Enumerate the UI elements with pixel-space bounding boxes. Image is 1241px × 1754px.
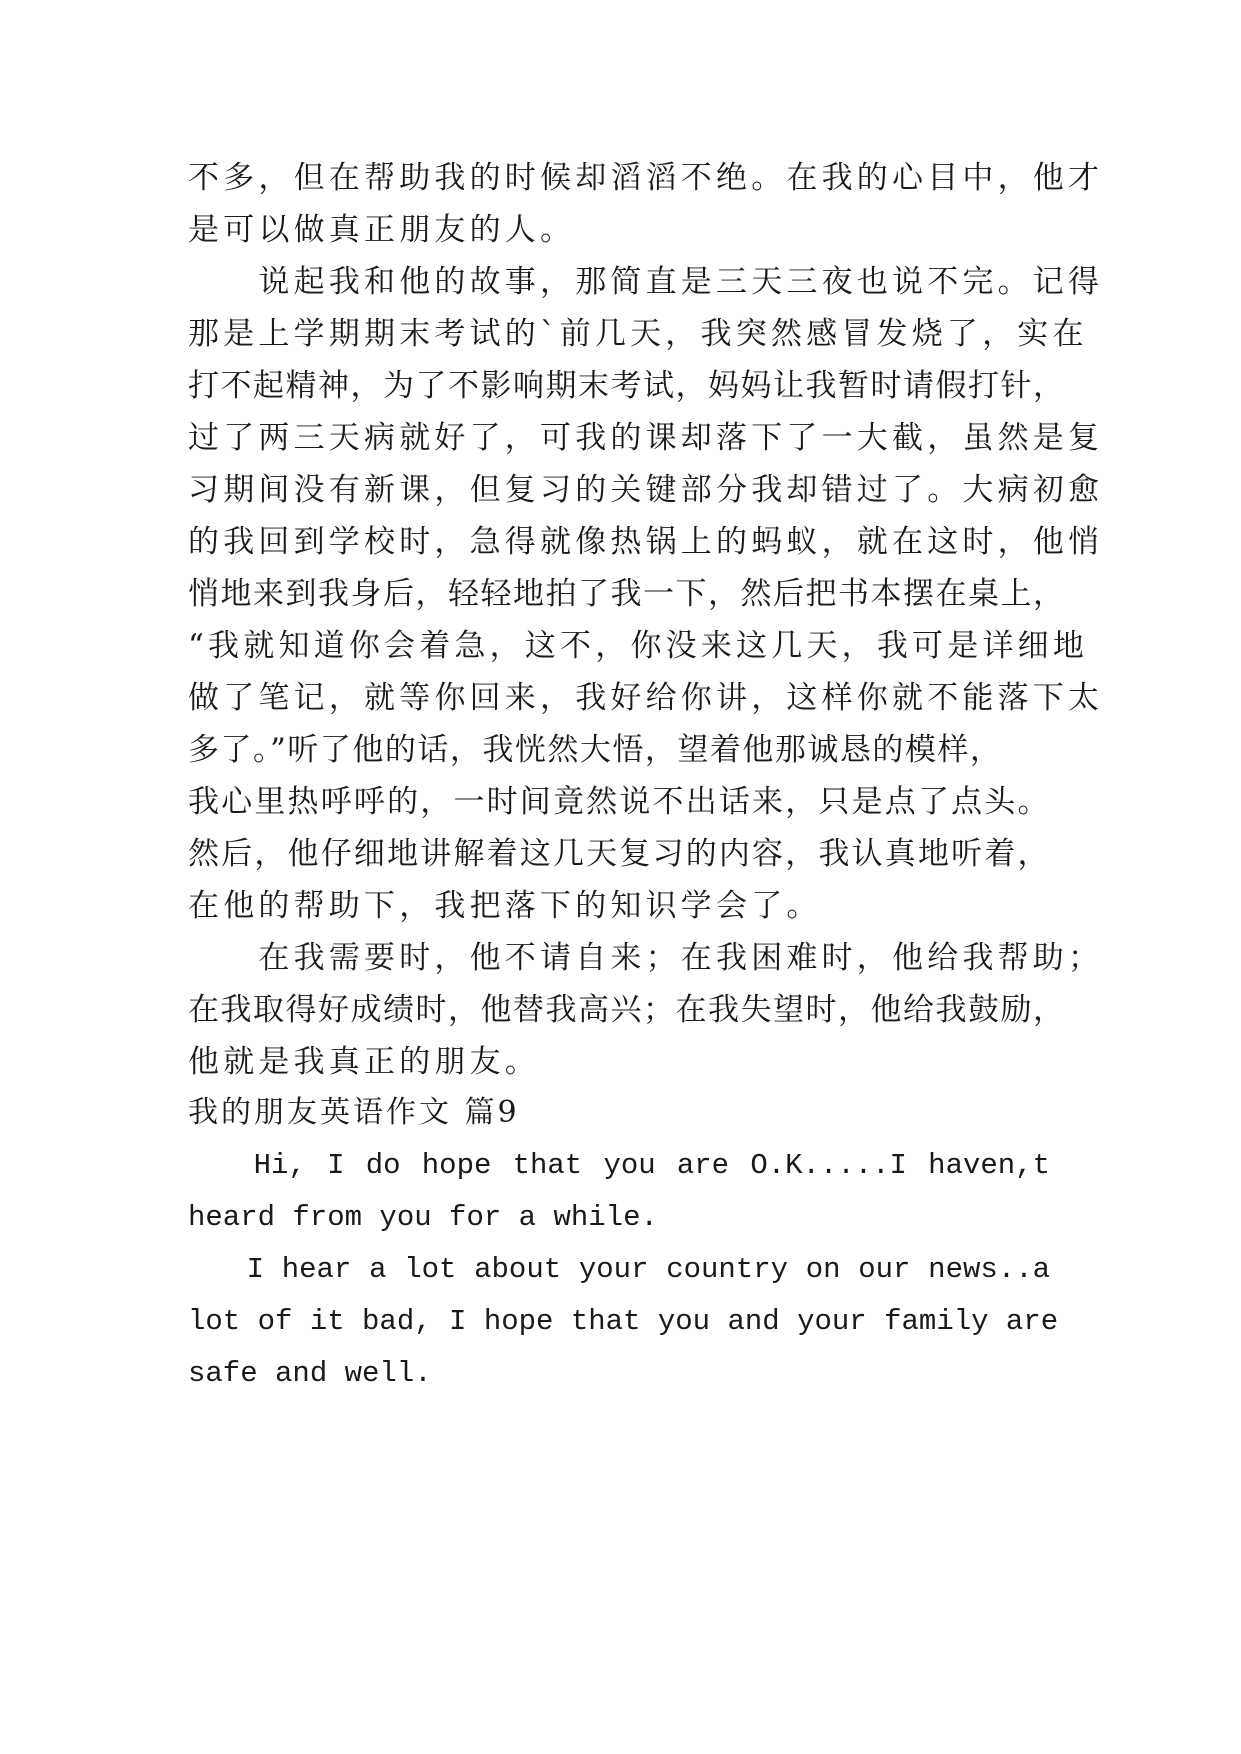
section-heading: 我的朋友英语作文 篇9 [188, 1095, 520, 1130]
paragraph-line: 的我回到学校时，急得就像热锅上的蚂蚁，就在这时，他悄 [188, 524, 1104, 560]
paragraph-line: 在他的帮助下，我把落下的知识学会了。 [188, 888, 822, 924]
paragraph-line: 习期间没有新课，但复习的关键部分我却错过了。大病初愈 [188, 472, 1104, 508]
paragraph-line: 他就是我真正的朋友。 [188, 1044, 540, 1080]
paragraph-line: 说起我和他的故事，那简直是三天三夜也说不完。记得 [188, 264, 1104, 300]
paragraph-line: “我就知道你会着急，这不，你没来这几天，我可是详细地 [188, 628, 1089, 664]
english-line: I hear a lot about your country on our news..a [188, 1253, 1050, 1286]
english-line: safe and well. [188, 1357, 432, 1390]
paragraph-line: 打不起精神，为了不影响期末考试，妈妈让我暂时请假打针， [188, 368, 1066, 404]
paragraph-line: 过了两三天病就好了，可我的课却落下了一大截，虽然是复 [188, 420, 1104, 456]
paragraph-line: 那是上学期期末考试的`前几天，我突然感冒发烧了，实在 [188, 316, 1088, 352]
paragraph-line: 不多，但在帮助我的时候却滔滔不绝。在我的心目中，他才 [188, 160, 1104, 196]
english-line: heard from you for a while. [188, 1201, 658, 1234]
english-line: Hi, I do hope that you are O.K.....I haven,t [188, 1149, 1050, 1182]
paragraph-line: 然后，他仔细地讲解着这几天复习的内容，我认真地听着， [188, 836, 1050, 872]
paragraph-line: 在我取得好成绩时，他替我高兴；在我失望时，他给我鼓励， [188, 992, 1066, 1028]
english-line: lot of it bad, I hope that you and your family are [188, 1305, 1059, 1338]
paragraph-line: 是可以做真正朋友的人。 [188, 212, 576, 248]
paragraph-line: 悄地来到我身后，轻轻地拍了我一下，然后把书本摆在桌上， [188, 576, 1066, 612]
paragraph-line: 在我需要时，他不请自来；在我困难时，他给我帮助； [188, 940, 1104, 976]
paragraph-line: 多了。”听了他的话，我恍然大悟，望着他那诚恳的模样， [188, 732, 1003, 768]
paragraph-line: 我心里热呼呼的，一时间竟然说不出话来，只是点了点头。 [188, 784, 1050, 820]
paragraph-line: 做了笔记，就等你回来，我好给你讲，这样你就不能落下太 [188, 680, 1104, 716]
